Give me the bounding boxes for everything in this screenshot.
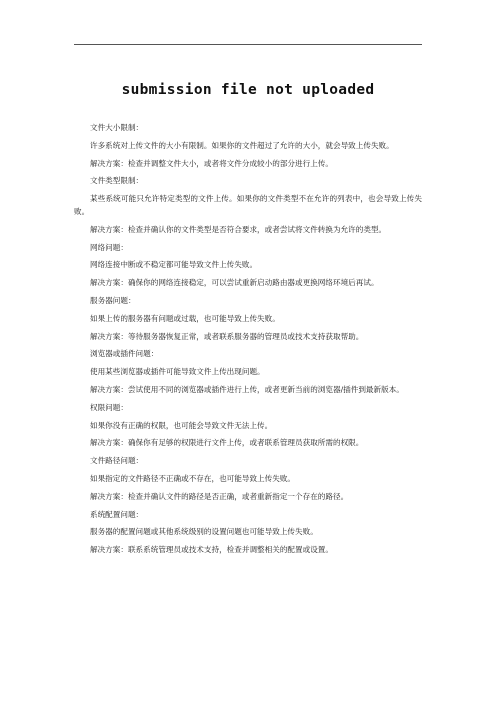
paragraph-system-config-description: 服务器的配置问题或其他系统级别的设置问题也可能导致上传失败。 bbox=[90, 527, 318, 537]
paragraph-permission-description: 如果你没有正确的权限，也可能会导致文件无法上传。 bbox=[90, 420, 273, 430]
section-heading-permission: 权限问题： bbox=[90, 402, 128, 412]
paragraph-file-path-description: 如果指定的文件路径不正确或不存在，也可能导致上传失败。 bbox=[90, 473, 296, 483]
paragraph-network-description: 网络连接中断或不稳定都可能导致文件上传失败。 bbox=[90, 260, 258, 270]
document-title: submission file not uploaded bbox=[121, 82, 375, 98]
section-heading-system-config: 系统配置问题： bbox=[90, 509, 144, 519]
paragraph-browser-solution: 解决方案：尝试使用不同的浏览器或插件进行上传，或者更新当前的浏览器/插件到最新版本。 bbox=[90, 384, 404, 394]
paragraph-file-type-description: 某些系统可能只允许特定类型的文件上传。如果你的文件类型不在允许的列表中，也会导致上传失败。 bbox=[74, 194, 422, 216]
section-heading-file-size: 文件大小限制： bbox=[90, 123, 144, 132]
paragraph-file-path-solution: 解决方案：检查并确认文件的路径是否正确，或者重新指定一个存在的路径。 bbox=[90, 491, 349, 501]
section-heading-file-type: 文件类型限制： bbox=[90, 176, 144, 186]
paragraph-file-size-description: 许多系统对上传文件的大小有限制。如果你的文件超过了允许的大小，就会导致上传失败。 bbox=[90, 140, 394, 150]
section-heading-file-path: 文件路径问题： bbox=[90, 456, 144, 466]
paragraph-file-size-solution: 解决方案：检查并调整文件大小，或者将文件分成较小的部分进行上传。 bbox=[90, 158, 333, 168]
paragraph-permission-solution: 解决方案：确保你有足够的权限进行文件上传，或者联系管理员获取所需的权限。 bbox=[90, 438, 364, 448]
paragraph-server-description: 如果上传的服务器有问题或过载，也可能导致上传失败。 bbox=[90, 313, 280, 323]
section-heading-server: 服务器问题： bbox=[90, 295, 136, 305]
section-heading-browser: 浏览器或插件问题： bbox=[90, 349, 159, 359]
document-body bbox=[74, 122, 422, 562]
paragraph-server-solution: 解决方案：等待服务器恢复正常，或者联系服务器的管理员或技术支持获取帮助。 bbox=[90, 331, 364, 341]
section-heading-network: 网络问题： bbox=[90, 242, 128, 252]
paragraph-browser-description: 使用某些浏览器或插件可能导致文件上传出现问题。 bbox=[90, 367, 265, 377]
paragraph-network-solution: 解决方案：确保你的网络连接稳定，可以尝试重新启动路由器或更换网络环境后再试。 bbox=[90, 278, 379, 288]
paragraph-system-config-solution: 解决方案：联系系统管理员或技术支持，检查并调整相关的配置或设置。 bbox=[90, 545, 333, 555]
header-rule bbox=[74, 44, 422, 45]
paragraph-file-type-solution: 解决方案：检查并确认你的文件类型是否符合要求，或者尝试将文件转换为允许的类型。 bbox=[90, 224, 387, 234]
